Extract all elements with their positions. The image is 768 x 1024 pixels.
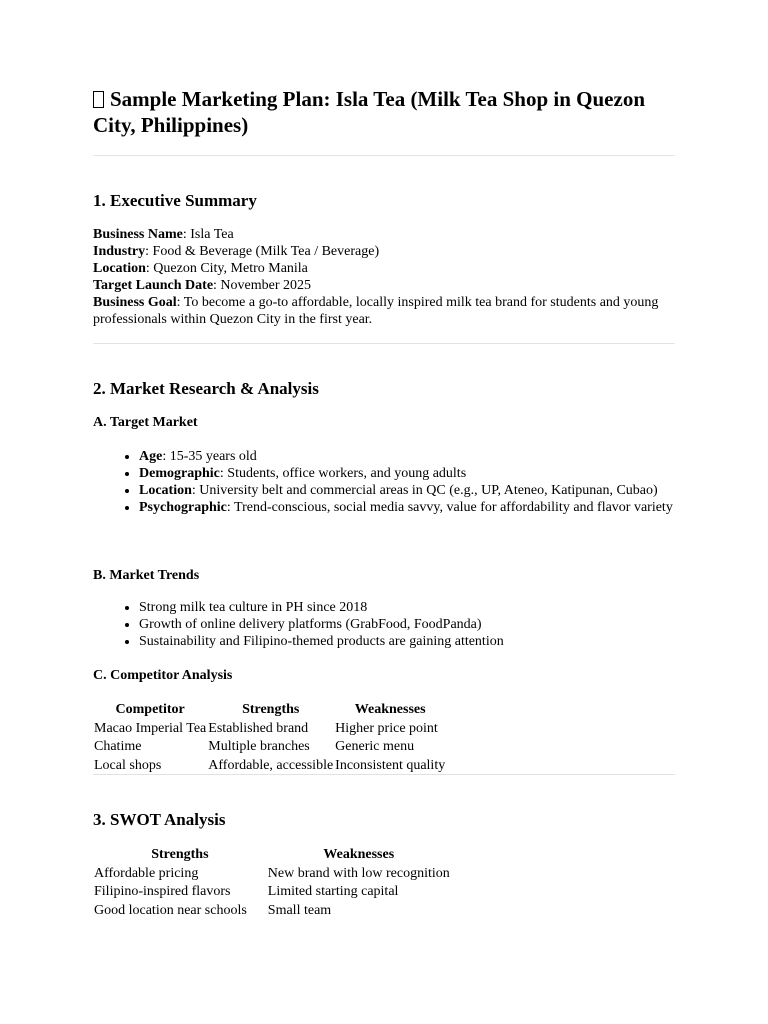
column-header: Weaknesses: [354, 702, 426, 717]
table-cell: Small team: [267, 902, 332, 918]
market-trends-heading: B. Market Trends: [93, 568, 200, 583]
table-header-row: [93, 701, 446, 720]
document-title: [93, 86, 675, 138]
table-cell: Macao Imperial Tea: [94, 720, 207, 736]
list-item: • Strong milk tea culture in PH since 2018: [139, 599, 675, 616]
table-row: [93, 738, 446, 757]
list-item: • Sustainability and Filipino-themed products are gaining attention: [139, 633, 675, 650]
table-cell: Filipino-inspired flavors: [94, 884, 231, 899]
section-divider: [93, 155, 675, 156]
swot-heading: 3. SWOT Analysis: [93, 810, 226, 829]
list-item: • Age: 15-35 years old: [139, 448, 675, 465]
column-header: Competitor: [115, 702, 185, 717]
section-divider: [93, 343, 675, 344]
section-divider: [93, 774, 675, 775]
field-location: Location: Quezon City, Metro Manila: [93, 261, 308, 276]
table-cell: Good location near schools: [94, 902, 247, 918]
column-header: Strengths: [242, 702, 300, 717]
table-cell: Higher price point: [335, 720, 438, 736]
emoji-placeholder-icon: [93, 91, 104, 108]
market-trends-list: [93, 599, 675, 650]
table-cell: Affordable, accessible: [208, 757, 334, 773]
table-row: [93, 720, 446, 739]
market-research-heading: 2. Market Research & Analysis: [93, 379, 319, 398]
competitor-analysis-heading: C. Competitor Analysis: [93, 668, 233, 683]
swot-table: [93, 846, 451, 920]
column-header: Strengths: [151, 847, 209, 862]
list-item: • Psychographic: Trend-conscious, social media savvy, value for affordability and flavor variety: [139, 499, 675, 516]
list-item: • Demographic: Students, office workers, and young adults: [139, 465, 675, 482]
table-cell: Local shops: [94, 757, 162, 773]
table-cell: Multiple branches: [208, 739, 310, 754]
target-market-list: [93, 448, 675, 516]
table-cell: Limited starting capital: [267, 884, 399, 899]
table-cell: Inconsistent quality: [335, 757, 446, 773]
table-row: [93, 757, 446, 776]
table-cell: Affordable pricing: [94, 865, 199, 881]
table-cell: New brand with low recognition: [267, 865, 450, 881]
field-industry: Industry: Food & Beverage (Milk Tea / Beverage): [93, 244, 380, 259]
list-item: • Location: University belt and commercial areas in QC (e.g., UP, Ateneo, Katipunan, Cubao): [139, 482, 675, 499]
table-header-row: [93, 846, 451, 865]
table-row: [93, 902, 451, 921]
table-cell: Established brand: [208, 720, 309, 736]
document-title-text: Sample Marketing Plan: Isla Tea (Milk Tea Shop in Quezon City, Philippines): [93, 87, 646, 137]
target-market-heading: A. Target Market: [93, 415, 198, 430]
column-header: Weaknesses: [323, 847, 395, 862]
competitor-table: [93, 701, 446, 775]
field-launch-date: Target Launch Date: November 2025: [93, 278, 312, 293]
table-row: [93, 883, 451, 902]
table-cell: Chatime: [94, 739, 142, 754]
table-cell: Generic menu: [335, 739, 415, 754]
field-business-goal: Business Goal: To become a go-to affordable, locally inspired milk tea brand for students and young professionals within Quezon City in the first year.: [93, 295, 659, 327]
list-item: • Growth of online delivery platforms (GrabFood, FoodPanda): [139, 616, 675, 633]
executive-summary-heading: 1. Executive Summary: [93, 191, 257, 210]
field-business-name: Business Name: Isla Tea: [93, 227, 234, 242]
table-row: [93, 865, 451, 884]
executive-summary-body: [93, 226, 675, 328]
